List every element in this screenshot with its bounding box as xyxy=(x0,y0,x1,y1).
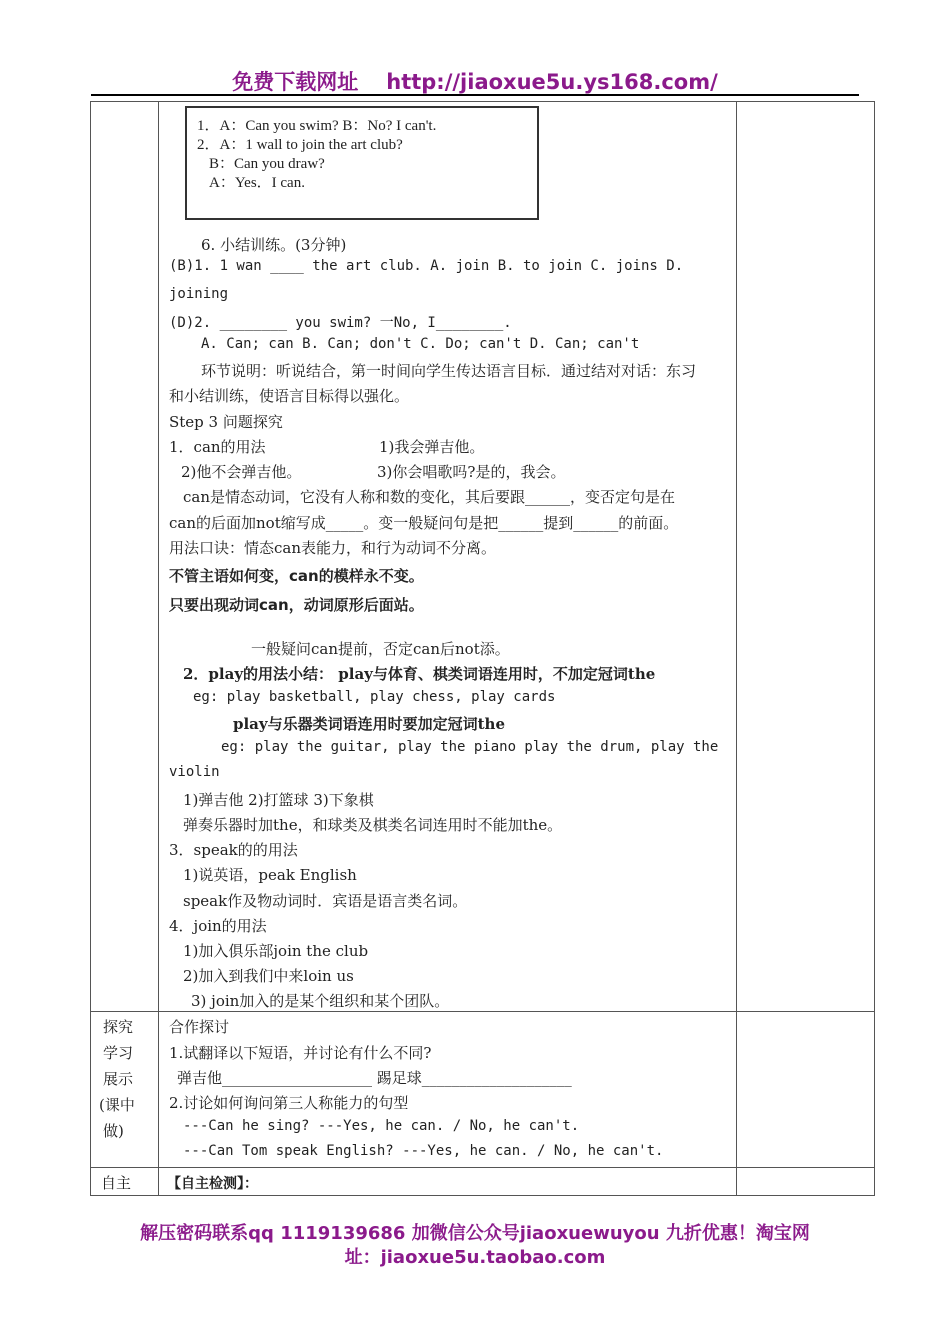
can-example-1: 1)我会弹吉他。 xyxy=(379,438,485,456)
practice-q2-options: A. Can; can B. Can; don't C. Do; can't D. Can; can't xyxy=(201,336,640,352)
practice-q1-cont: joining xyxy=(169,286,229,302)
header-banner xyxy=(0,66,950,96)
dialog-line-4: A：Yes．I can. xyxy=(209,175,305,191)
explore-notes-cell xyxy=(737,1012,875,1168)
dialog-line-3: B：Can you draw? xyxy=(209,156,325,172)
self-notes-cell xyxy=(737,1168,875,1196)
can-title: 1．can的用法 xyxy=(169,438,266,456)
self-content-cell xyxy=(159,1168,737,1196)
play-example-2-cont: violin xyxy=(169,764,220,780)
explore-content-cell xyxy=(159,1012,737,1168)
explore-side-2: 学习 xyxy=(103,1044,134,1062)
play-title: 2．play的用法小结： play与体育、棋类词语连用时，不加定冠词the xyxy=(183,665,656,683)
dialog-line-1: 1．A：Can you swim? B：No? I can't. xyxy=(197,118,437,134)
self-side-label: 自主 xyxy=(101,1174,132,1192)
header-label: 免费下载网址 xyxy=(232,70,359,94)
speak-example: 1)说英语，peak English xyxy=(183,866,357,884)
practice-title: 6. 小结训练。(3分钟) xyxy=(201,236,347,254)
side-cell-empty xyxy=(91,102,159,1012)
practice-q2: (D)2. ________ you swim? 一No, I________. xyxy=(169,315,512,331)
header-url-link[interactable]: http://jiaoxue5u.ys168.com/ xyxy=(386,70,718,94)
can-desc-3: 用法口诀：情态can表能力，和行为动词不分离。 xyxy=(169,539,497,557)
step3-title: Step 3 问题探究 xyxy=(169,413,283,431)
explore-q2: 2.讨论如何询问第三人称能力的句型 xyxy=(169,1094,409,1112)
play-example-2: eg: play the guitar, play the piano play the drum, play the xyxy=(221,739,719,755)
practice-note-1: 环节说明：听说结合，第一时间向学生传达语言目标．通过结对对话：东习 xyxy=(201,362,697,380)
explore-title: 合作探讨 xyxy=(169,1018,230,1036)
can-rule-1: 不管主语如何变，can的模样永不变。 xyxy=(169,567,424,585)
explore-side-cell xyxy=(91,1012,159,1168)
explore-side-4: (课中 xyxy=(99,1096,135,1114)
footer-banner xyxy=(0,1222,950,1270)
speak-title: 3．speak的的用法 xyxy=(169,841,298,859)
practice-q1: (B)1. 1 wan ____ the art club. A. join B. to join C. joins D. xyxy=(169,258,684,274)
footer-line-1: 解压密码联系qq 1119139686 加微信公众号jiaoxuewuyou 九折优惠！淘宝网 xyxy=(140,1223,810,1244)
notes-cell xyxy=(737,102,875,1012)
join-title: 4．join的用法 xyxy=(169,917,267,935)
practice-note-2: 和小结训练，使语言目标得以强化。 xyxy=(169,387,410,405)
explore-q1-answers: 弹吉他____________________ 踢足球____________________ xyxy=(177,1069,572,1087)
explore-side-1: 探究 xyxy=(103,1018,134,1036)
play-translate: 1)弹吉他 2)打篮球 3)下象棋 xyxy=(183,791,374,809)
can-example-3: 3)你会唱歌吗?是的，我会。 xyxy=(377,463,566,481)
play-example-1: eg: play basketball, play chess, play cards xyxy=(193,689,556,705)
header-divider xyxy=(91,94,859,96)
can-desc-1: can是情态动词，它没有人称和数的变化，其后要跟______，变否定句是在 xyxy=(183,488,676,506)
explore-dialog-1: ---Can he sing? ---Yes, he can. / No, he can't. xyxy=(183,1118,580,1134)
explore-dialog-2: ---Can Tom speak English? ---Yes, he can. / No, he can't. xyxy=(183,1143,664,1159)
play-title-2: play与乐器类词语连用时要加定冠词the xyxy=(233,715,506,733)
self-check-title: 【自主检测】： xyxy=(167,1176,258,1192)
join-example-1: 1)加入俱乐部join the club xyxy=(183,942,369,960)
play-note: 弹奏乐器时加the，和球类及棋类名词连用时不能加the。 xyxy=(183,816,563,834)
join-example-2: 2)加入到我们中来loin us xyxy=(183,967,354,985)
explore-side-3: 展示 xyxy=(103,1070,134,1088)
can-desc-2: can的后面加not缩写成_____。变一般疑问句是把______提到______的前面。 xyxy=(169,514,679,532)
footer-line-2[interactable]: 址：jiaoxue5u.taobao.com xyxy=(344,1247,606,1268)
explore-q1: 1.试翻译以下短语，并讨论有什么不同? xyxy=(169,1044,432,1062)
self-side-cell xyxy=(91,1168,159,1196)
speak-note: speak作及物动词时．宾语是语言类名词。 xyxy=(183,892,468,910)
join-example-3: 3) join加入的是某个组织和某个团队。 xyxy=(191,992,450,1010)
explore-side-5: 做) xyxy=(103,1122,124,1140)
dialog-box xyxy=(185,106,539,220)
main-content-cell xyxy=(159,102,737,1012)
can-rule-2: 只要出现动词can，动词原形后面站。 xyxy=(169,596,424,614)
can-rule-3: 一般疑问can提前，否定can后not添。 xyxy=(251,640,510,658)
can-example-2: 2)他不会弹吉他。 xyxy=(181,463,302,481)
dialog-line-2: 2．A：1 wall to join the art club? xyxy=(197,137,403,153)
lesson-table xyxy=(90,101,875,1196)
